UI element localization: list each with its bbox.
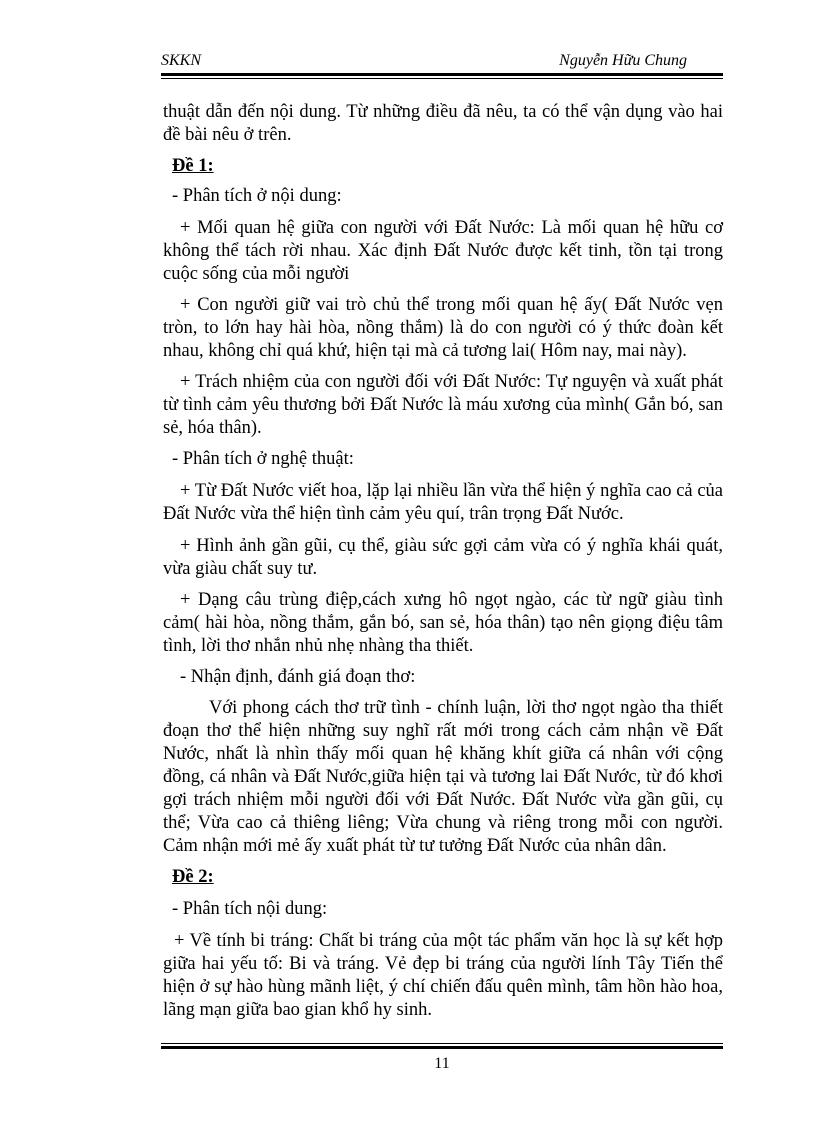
paragraph-art-analysis: - Phân tích ở nghệ thuật: bbox=[172, 449, 354, 469]
paragraph-imagery: + Hình ảnh gần gũi, cụ thể, giàu sức gợi cảm vừa có ý nghĩa khái quát, vừa giàu chất suy tư. bbox=[163, 536, 723, 579]
page-header bbox=[161, 50, 723, 72]
paragraph-content-analysis-2: - Phân tích nội dung: bbox=[172, 899, 328, 919]
footer-rule-thin bbox=[161, 1043, 723, 1044]
body-text bbox=[163, 101, 723, 1022]
paragraph-evaluation: - Nhận định, đánh giá đoạn thơ: bbox=[180, 667, 416, 687]
heading-de-1 bbox=[163, 155, 723, 178]
footer-rule-thick bbox=[161, 1046, 723, 1049]
paragraph-subject-role: + Con người giữ vai trò chủ thể trong mối quan hệ ấy( Đất Nước vẹn tròn, to lớn hay hài hòa, nồng thắm) là do con người có ý thức đoàn kết nhau, không chỉ quá khứ, hiện tại mà cả tương lai( Hôm nay, mai này). bbox=[163, 295, 723, 361]
header-left-text: SKKN bbox=[161, 52, 202, 69]
paragraph-style-conclusion: Với phong cách thơ trữ tình - chính luận, lời thơ ngọt ngào tha thiết đoạn thơ thể hiện những suy nghĩ rất mới trong cách cảm nhận về Đất Nước, nhất là nhìn thấy mối quan hệ khăng khít giữa cá nhân với cộng đồng, cá nhân và Đất Nước,giữa hiện tại và tương lai Đất Nước, từ đó khơi gợi trách nhiệm mỗi người đối với Đất Nước. Đất Nước vừa gần gũi, cụ thể; Vừa cao cả thiêng liêng; Vừa chung và riêng trong mỗi con người. Cảm nhận mới mẻ ấy xuất phát từ tư tưởng Đất Nước của nhân dân. bbox=[163, 698, 723, 856]
heading-de-2 bbox=[163, 866, 723, 889]
header-author-name: Nguyễn Hữu Chung bbox=[559, 52, 687, 69]
paragraph-intro: thuật dẫn đến nội dung. Từ những điều đã nêu, ta có thể vận dụng vào hai đề bài nêu ở trên. bbox=[163, 102, 723, 145]
paragraph-sentence-form: + Dạng câu trùng điệp,cách xưng hô ngọt ngào, các từ ngữ giàu tình cảm( hài hòa, nồng thắm, gắn bó, san sẻ, hóa thân) tạo nên giọng điệu tâm tình, lời thơ nhắn nhủ nhẹ nhàng tha thiết. bbox=[163, 590, 723, 656]
heading-de-2-text: Đề 2: bbox=[172, 867, 214, 887]
paragraph-relation: + Mối quan hệ giữa con người với Đất Nước: Là mối quan hệ hữu cơ không thể tách rời nhau. Xác định Đất Nước được kết tinh, tồn tại trong cuộc sống của mỗi người bbox=[163, 218, 723, 284]
header-rule-thin bbox=[161, 78, 723, 79]
heading-de-1-text: Đề 1: bbox=[172, 156, 214, 176]
paragraph-content-analysis: - Phân tích ở nội dung: bbox=[172, 186, 342, 206]
page-number: 11 bbox=[434, 1055, 450, 1072]
paragraph-responsibility: + Trách nhiệm của con người đối với Đất Nước: Tự nguyện và xuất phát từ tình cảm yêu thương bởi Đất Nước là máu xương của mình( Gắn bó, san sẻ, hóa thân). bbox=[163, 372, 723, 438]
paragraph-tragic-heroic: + Về tính bi tráng: Chất bi tráng của một tác phẩm văn học là sự kết hợp giữa hai yếu tố: Bi và tráng. Vẻ đẹp bi tráng của người lính Tây Tiến thể hiện ở sự hào hùng mãnh liệt, ý chí chiến đấu quên mình, tâm hồn hào hoa, lãng mạn giữa bao gian khổ hy sinh. bbox=[163, 931, 723, 1020]
header-rule-thick bbox=[161, 73, 723, 76]
paragraph-capitalized-word: + Từ Đất Nước viết hoa, lặp lại nhiều lần vừa thể hiện ý nghĩa cao cả của Đất Nước vừa thể hiện tình cảm yêu quí, trân trọng Đất Nước. bbox=[163, 481, 723, 524]
